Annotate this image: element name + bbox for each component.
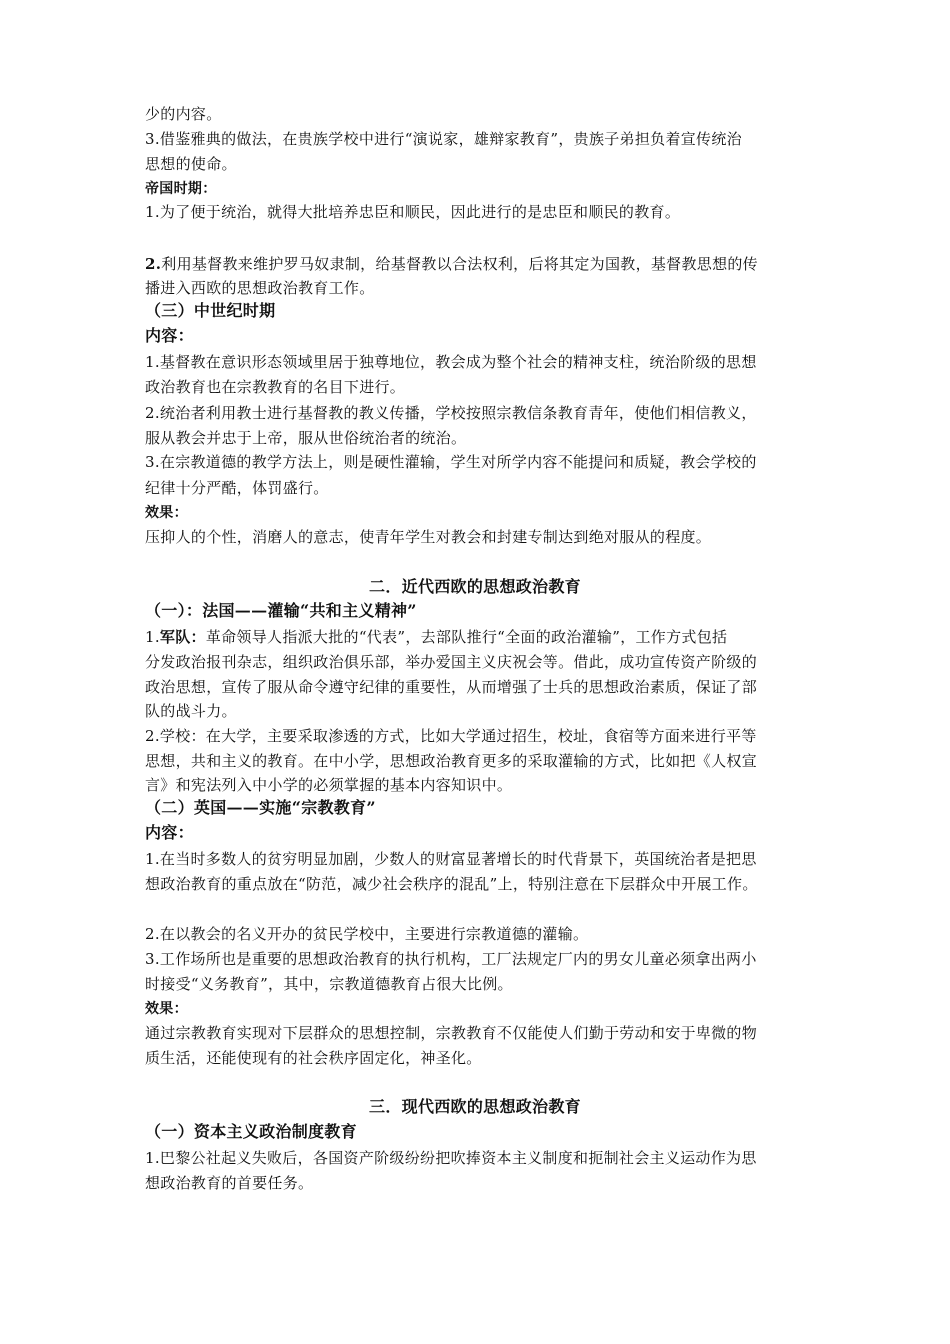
text-line: 政治教育也在宗教教育的名目下进行。: [145, 378, 406, 396]
text-line: 想政治教育的首要任务。: [145, 1174, 314, 1192]
text-line: 少的内容。: [145, 105, 222, 123]
text-line: 2.学校：在大学，主要采取渗透的方式，比如大学通过招生，校址，食宿等方面来进行平等: [145, 727, 757, 745]
subsection-heading: （二）英国——实施“宗教教育”: [145, 798, 376, 817]
text-line: 3.在宗教道德的教学方法上，则是硬性灌输，学生对所学内容不能提问和质疑，教会学校的: [145, 453, 757, 471]
text-line: 政治思想，宣传了服从命令遵守纪律的重要性，从而增强了士兵的思想政治素质，保证了部: [145, 678, 758, 696]
text-line: 2.统治者利用教士进行基督教的教义传播，学校按照宗教信条教育青年，使他们相信教义，: [145, 404, 757, 422]
text-line: 分发政治报刊杂志，组织政治俱乐部，举办爱国主义庆祝会等。借此，成功宣传资产阶级的: [145, 653, 758, 671]
section-label: 内容：: [145, 823, 194, 842]
subsection-heading: （一）资本主义政治制度教育: [145, 1122, 357, 1141]
section-label: 帝国时期：: [145, 181, 217, 197]
subsection-heading: （一）：法国——灌输“共和主义精神”: [145, 601, 417, 620]
text-line: 质生活，还能使现有的社会秩序固定化，神圣化。: [145, 1049, 482, 1067]
section-label: 内容：: [145, 326, 194, 345]
text-line: 服从教会并忠于上帝，服从世俗统治者的统治。: [145, 429, 467, 447]
text-line: 1.基督教在意识形态领域里居于独尊地位，教会成为整个社会的精神支柱，统治阶级的思想: [145, 353, 757, 371]
text-line: 思想，共和主义的教育。在中小学，思想政治教育更多的采取灌输的方式，比如把《人权宣: [145, 752, 758, 770]
text-line: 3.借鉴雅典的做法，在贵族学校中进行“演说家，雄辩家教育”，贵族子弟担负着宣传统治: [145, 130, 742, 148]
text-line: 1.为了便于统治，就得大批培养忠臣和顺民，因此进行的是忠臣和顺民的教育。: [145, 203, 681, 221]
text-line: 1.在当时多数人的贫穷明显加剧，少数人的财富显著增长的时代背景下，英国统治者是把思: [145, 850, 757, 868]
text-line: 纪律十分严酷，体罚盛行。: [145, 479, 329, 497]
text-line: 时接受“义务教育”，其中，宗教道德教育占很大比例。: [145, 975, 513, 993]
chapter-heading: 二．近代西欧的思想政治教育: [369, 577, 581, 596]
text-line: 1.巴黎公社起义失败后，各国资产阶级纷纷把吹捧资本主义制度和扼制社会主义运动作为思: [145, 1149, 757, 1167]
item-number: 2.: [145, 255, 162, 273]
chapter-heading: 三．现代西欧的思想政治教育: [369, 1097, 581, 1116]
text-line: 2.在以教会的名义开办的贫民学校中，主要进行宗教道德的灌输。: [145, 925, 589, 943]
text-line: 言》和宪法列入中小学的必须掌握的基本内容知识中。: [145, 776, 513, 794]
section-label: 效果：: [145, 1001, 188, 1017]
text-line: 思想的使命。: [145, 155, 237, 173]
section-label: 效果：: [145, 505, 188, 521]
item-text: 革命领导人指派大批的“代表”，去部队推行“全面的政治灌输”，工作方式包括: [205, 628, 728, 646]
subsection-heading: （三）中世纪时期: [145, 301, 276, 320]
text-line: 想政治教育的重点放在“防范，减少社会秩序的混乱”上，特别注意在下层群众中开展工作。: [145, 875, 758, 893]
item-number: 1.: [145, 628, 160, 646]
text-line: 播进入西欧的思想政治教育工作。: [145, 279, 375, 297]
text-line: 3.工作场所也是重要的思想政治教育的执行机构，工厂法规定厂内的男女儿童必须拿出两小: [145, 950, 757, 968]
text-line: 通过宗教教育实现对下层群众的思想控制，宗教教育不仅能使人们勤于劳动和安于卑微的物: [145, 1024, 758, 1042]
text-line: [145, 626, 727, 648]
text-line: 压抑人的个性，消磨人的意志，使青年学生对教会和封建专制达到绝对服从的程度。: [145, 528, 712, 546]
text-line: [145, 253, 758, 275]
item-text: 利用基督教来维护罗马奴隶制，给基督教以合法权利，后将其定为国教，基督教思想的传: [161, 255, 758, 273]
text-line: 队的战斗力。: [145, 702, 237, 720]
item-label: 军队：: [159, 628, 206, 646]
